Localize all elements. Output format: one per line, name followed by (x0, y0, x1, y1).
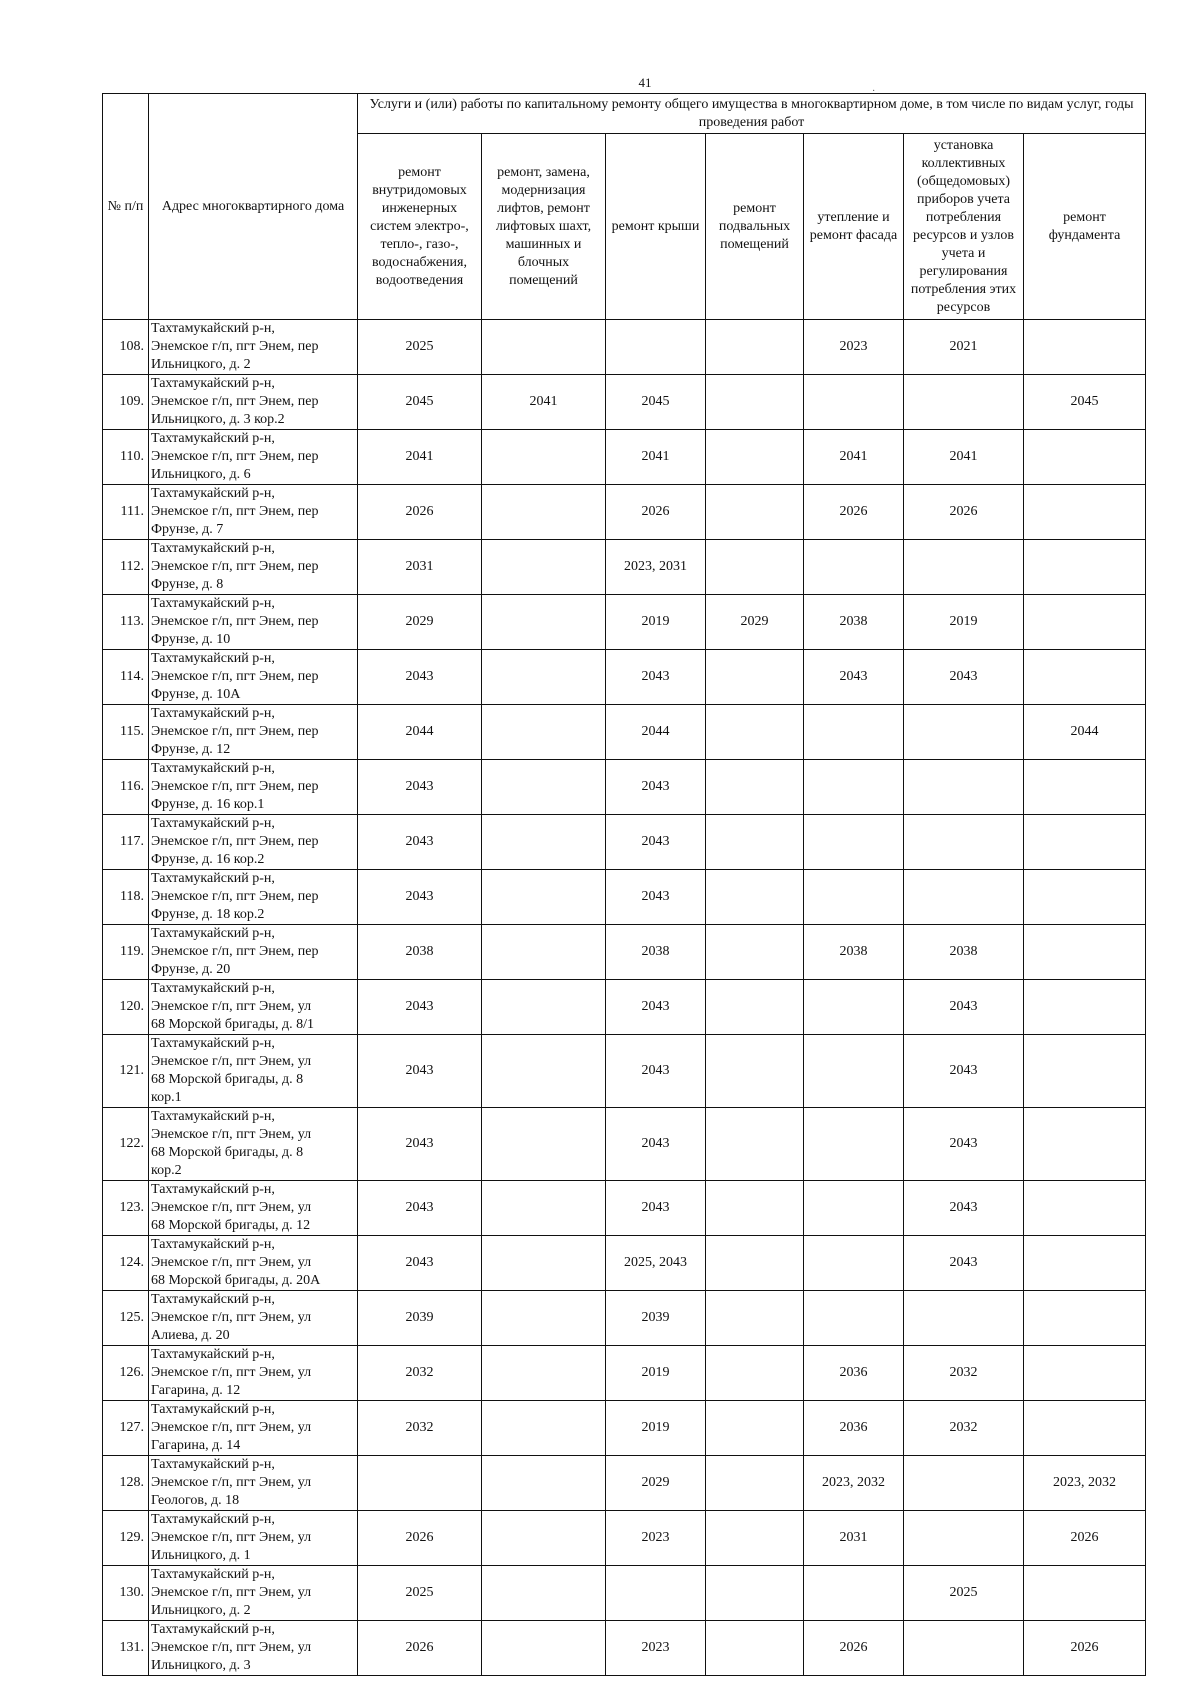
row-value (904, 870, 1024, 925)
row-value (706, 1236, 804, 1291)
row-address: Тахтамукайский р-н, Энемское г/п, пгт Энем, пер Фрунзе, д. 8 (149, 540, 358, 595)
row-value: 2043 (358, 815, 482, 870)
row-value: 2041 (904, 430, 1024, 485)
row-value (804, 815, 904, 870)
row-value: 2031 (804, 1511, 904, 1566)
row-value (482, 815, 606, 870)
row-value (482, 980, 606, 1035)
row-value: 2043 (358, 980, 482, 1035)
row-address: Тахтамукайский р-н, Энемское г/п, пгт Энем, пер Фрунзе, д. 10А (149, 650, 358, 705)
row-value (706, 1346, 804, 1401)
table-row (103, 650, 1146, 705)
row-value: 2043 (606, 1108, 706, 1181)
row-address: Тахтамукайский р-н, Энемское г/п, пгт Энем, пер Фрунзе, д. 16 кор.1 (149, 760, 358, 815)
row-value (482, 925, 606, 980)
row-value (904, 1291, 1024, 1346)
row-value (904, 1511, 1024, 1566)
row-value: 2019 (606, 1401, 706, 1456)
row-value: 2031 (358, 540, 482, 595)
row-value (1024, 1401, 1146, 1456)
row-number: 112. (103, 540, 149, 595)
row-value: 2041 (606, 430, 706, 485)
row-address: Тахтамукайский р-н, Энемское г/п, пгт Энем, пер Фрунзе, д. 12 (149, 705, 358, 760)
row-value: 2026 (1024, 1511, 1146, 1566)
row-number: 123. (103, 1181, 149, 1236)
table-row (103, 980, 1146, 1035)
row-value (706, 540, 804, 595)
row-value: 2043 (606, 980, 706, 1035)
row-value (804, 870, 904, 925)
header-col-basement: ремонт подвальных помещений (706, 134, 804, 320)
row-value: 2043 (904, 980, 1024, 1035)
row-value: 2026 (606, 485, 706, 540)
row-value: 2026 (358, 1621, 482, 1676)
row-value: 2043 (358, 760, 482, 815)
table-row (103, 430, 1146, 485)
row-value (482, 485, 606, 540)
row-number: 130. (103, 1566, 149, 1621)
row-value: 2043 (904, 1035, 1024, 1108)
row-value: 2025 (358, 1566, 482, 1621)
row-value (1024, 760, 1146, 815)
table-body (103, 320, 1146, 1676)
row-value: 2036 (804, 1346, 904, 1401)
row-value (706, 1181, 804, 1236)
row-value (706, 1291, 804, 1346)
header-col-foundation: ремонт фундамента (1024, 134, 1146, 320)
row-value: 2043 (606, 815, 706, 870)
row-value: 2043 (904, 650, 1024, 705)
row-number: 109. (103, 375, 149, 430)
row-value (1024, 650, 1146, 705)
table-row (103, 705, 1146, 760)
row-number: 116. (103, 760, 149, 815)
row-value: 2043 (606, 870, 706, 925)
row-value (804, 1566, 904, 1621)
row-value (482, 1181, 606, 1236)
row-value: 2041 (804, 430, 904, 485)
row-number: 117. (103, 815, 149, 870)
row-value (804, 760, 904, 815)
row-value (482, 1621, 606, 1676)
row-value (1024, 815, 1146, 870)
row-number: 118. (103, 870, 149, 925)
row-value (706, 870, 804, 925)
header-col-facade: утепление и ремонт фасада (804, 134, 904, 320)
table-row (103, 1511, 1146, 1566)
row-number: 124. (103, 1236, 149, 1291)
row-value (1024, 870, 1146, 925)
row-address: Тахтамукайский р-н, Энемское г/п, пгт Энем, ул 68 Морской бригады, д. 8/1 (149, 980, 358, 1035)
row-value: 2023 (804, 320, 904, 375)
table-row (103, 595, 1146, 650)
row-address: Тахтамукайский р-н, Энемское г/п, пгт Энем, ул 68 Морской бригады, д. 8 кор.2 (149, 1108, 358, 1181)
row-value (706, 375, 804, 430)
row-value: 2044 (1024, 705, 1146, 760)
row-address: Тахтамукайский р-н, Энемское г/п, пгт Энем, пер Ильницкого, д. 2 (149, 320, 358, 375)
row-number: 111. (103, 485, 149, 540)
row-value: 2026 (804, 1621, 904, 1676)
row-value: 2029 (606, 1456, 706, 1511)
row-value: 2041 (482, 375, 606, 430)
table-row (103, 925, 1146, 980)
row-value: 2038 (804, 925, 904, 980)
row-value (904, 1621, 1024, 1676)
row-value (706, 705, 804, 760)
row-number: 131. (103, 1621, 149, 1676)
header-col-engineering-systems: ремонт внутридомовых инженерных систем электро-, тепло-, газо-, водоснабжения, водоотведения (358, 134, 482, 320)
row-value (1024, 595, 1146, 650)
row-value (1024, 540, 1146, 595)
row-value (606, 1566, 706, 1621)
row-value: 2032 (904, 1346, 1024, 1401)
row-value: 2023 (606, 1511, 706, 1566)
row-value: 2045 (606, 375, 706, 430)
table-row (103, 1291, 1146, 1346)
row-value: 2038 (606, 925, 706, 980)
row-address: Тахтамукайский р-н, Энемское г/п, пгт Энем, пер Фрунзе, д. 7 (149, 485, 358, 540)
row-value: 2043 (606, 1181, 706, 1236)
row-number: 120. (103, 980, 149, 1035)
table-row (103, 870, 1146, 925)
row-address: Тахтамукайский р-н, Энемское г/п, пгт Энем, ул Алиева, д. 20 (149, 1291, 358, 1346)
row-value: 2023, 2031 (606, 540, 706, 595)
row-value (706, 320, 804, 375)
row-value (1024, 1181, 1146, 1236)
row-value (482, 595, 606, 650)
row-value: 2036 (804, 1401, 904, 1456)
row-value (1024, 1236, 1146, 1291)
row-address: Тахтамукайский р-н, Энемское г/п, пгт Энем, ул Ильницкого, д. 3 (149, 1621, 358, 1676)
row-value: 2043 (358, 1236, 482, 1291)
row-number: 108. (103, 320, 149, 375)
row-value (1024, 430, 1146, 485)
table-row (103, 1401, 1146, 1456)
row-value (706, 760, 804, 815)
row-value (804, 540, 904, 595)
row-value: 2029 (706, 595, 804, 650)
row-value: 2026 (804, 485, 904, 540)
row-value (804, 980, 904, 1035)
row-number: 122. (103, 1108, 149, 1181)
row-value (1024, 1035, 1146, 1108)
row-value (706, 1108, 804, 1181)
row-value: 2023, 2032 (1024, 1456, 1146, 1511)
row-value: 2043 (804, 650, 904, 705)
row-value (606, 320, 706, 375)
row-number: 119. (103, 925, 149, 980)
row-value (1024, 980, 1146, 1035)
row-value (706, 430, 804, 485)
table-row (103, 1566, 1146, 1621)
row-number: 115. (103, 705, 149, 760)
row-value (706, 1621, 804, 1676)
row-value (804, 1035, 904, 1108)
row-address: Тахтамукайский р-н, Энемское г/п, пгт Энем, пер Фрунзе, д. 16 кор.2 (149, 815, 358, 870)
row-address: Тахтамукайский р-н, Энемское г/п, пгт Энем, пер Ильницкого, д. 3 кор.2 (149, 375, 358, 430)
row-value (904, 705, 1024, 760)
table-row (103, 540, 1146, 595)
row-value: 2029 (358, 595, 482, 650)
table-row (103, 815, 1146, 870)
header-num: № п/п (103, 94, 149, 320)
header-col-roof: ремонт крыши (606, 134, 706, 320)
row-value: 2044 (606, 705, 706, 760)
row-value (482, 1346, 606, 1401)
row-value (1024, 1346, 1146, 1401)
row-value (706, 925, 804, 980)
row-value: 2041 (358, 430, 482, 485)
row-address: Тахтамукайский р-н, Энемское г/п, пгт Энем, ул 68 Морской бригады, д. 12 (149, 1181, 358, 1236)
row-address: Тахтамукайский р-н, Энемское г/п, пгт Энем, ул Геологов, д. 18 (149, 1456, 358, 1511)
row-number: 129. (103, 1511, 149, 1566)
row-value (482, 430, 606, 485)
table-row (103, 485, 1146, 540)
row-value (482, 1035, 606, 1108)
table-row (103, 1456, 1146, 1511)
row-value: 2021 (904, 320, 1024, 375)
header-col-elevators: ремонт, замена, модернизация лифтов, ремонт лифтовых шахт, машинных и блочных помещений (482, 134, 606, 320)
row-number: 113. (103, 595, 149, 650)
row-value (904, 760, 1024, 815)
row-value (904, 815, 1024, 870)
row-value (482, 1108, 606, 1181)
row-value (482, 650, 606, 705)
row-value: 2043 (358, 650, 482, 705)
row-value (706, 1035, 804, 1108)
row-value (482, 320, 606, 375)
row-value (706, 650, 804, 705)
row-value (706, 1401, 804, 1456)
row-value: 2019 (606, 595, 706, 650)
row-value (482, 1511, 606, 1566)
row-value (706, 485, 804, 540)
row-number: 128. (103, 1456, 149, 1511)
row-value: 2019 (904, 595, 1024, 650)
row-value: 2043 (606, 1035, 706, 1108)
row-value (804, 705, 904, 760)
table-row (103, 1236, 1146, 1291)
row-address: Тахтамукайский р-н, Энемское г/п, пгт Энем, ул Ильницкого, д. 1 (149, 1511, 358, 1566)
table-row (103, 760, 1146, 815)
row-number: 114. (103, 650, 149, 705)
row-value: 2045 (1024, 375, 1146, 430)
row-value: 2043 (358, 1035, 482, 1108)
row-value: 2032 (904, 1401, 1024, 1456)
row-value: 2043 (606, 760, 706, 815)
row-value: 2039 (606, 1291, 706, 1346)
table-row (103, 1621, 1146, 1676)
row-value: 2038 (804, 595, 904, 650)
row-value: 2038 (904, 925, 1024, 980)
capital-repair-table (102, 93, 1146, 1676)
header-address: Адрес многоквартирного дома (149, 94, 358, 320)
row-value: 2025 (358, 320, 482, 375)
row-value: 2026 (358, 1511, 482, 1566)
row-value (482, 1456, 606, 1511)
row-value (706, 980, 804, 1035)
row-value: 2039 (358, 1291, 482, 1346)
row-value (904, 1456, 1024, 1511)
scan-mark: · (872, 86, 876, 97)
row-value: 2043 (358, 1108, 482, 1181)
row-address: Тахтамукайский р-н, Энемское г/п, пгт Энем, ул Гагарина, д. 12 (149, 1346, 358, 1401)
row-value (482, 1291, 606, 1346)
header-col-meters: установка коллективных (общедомовых) приборов учета потребления ресурсов и узлов учета и регулирования потребления этих ресурсов (904, 134, 1024, 320)
row-address: Тахтамукайский р-н, Энемское г/п, пгт Энем, ул Ильницкого, д. 2 (149, 1566, 358, 1621)
table-row (103, 1108, 1146, 1181)
row-value: 2038 (358, 925, 482, 980)
row-value (482, 1401, 606, 1456)
table-row (103, 1035, 1146, 1108)
row-address: Тахтамукайский р-н, Энемское г/п, пгт Энем, пер Ильницкого, д. 6 (149, 430, 358, 485)
row-number: 125. (103, 1291, 149, 1346)
row-value: 2043 (904, 1181, 1024, 1236)
row-value: 2043 (606, 650, 706, 705)
row-address: Тахтамукайский р-н, Энемское г/п, пгт Энем, ул 68 Морской бригады, д. 8 кор.1 (149, 1035, 358, 1108)
row-value (1024, 1566, 1146, 1621)
table-row (103, 320, 1146, 375)
row-value: 2025 (904, 1566, 1024, 1621)
row-value (804, 1291, 904, 1346)
row-value: 2026 (1024, 1621, 1146, 1676)
row-value: 2043 (358, 1181, 482, 1236)
row-value (482, 1566, 606, 1621)
row-value (482, 705, 606, 760)
row-value (904, 375, 1024, 430)
row-value (706, 1566, 804, 1621)
row-value: 2026 (904, 485, 1024, 540)
row-value (706, 1511, 804, 1566)
table-row (103, 1346, 1146, 1401)
row-address: Тахтамукайский р-н, Энемское г/п, пгт Энем, ул Гагарина, д. 14 (149, 1401, 358, 1456)
row-value (1024, 485, 1146, 540)
row-value (482, 760, 606, 815)
row-value: 2019 (606, 1346, 706, 1401)
row-number: 121. (103, 1035, 149, 1108)
row-value (358, 1456, 482, 1511)
row-value (706, 815, 804, 870)
row-value (706, 1456, 804, 1511)
row-value: 2045 (358, 375, 482, 430)
row-value: 2043 (904, 1108, 1024, 1181)
row-address: Тахтамукайский р-н, Энемское г/п, пгт Энем, пер Фрунзе, д. 10 (149, 595, 358, 650)
row-value (804, 1108, 904, 1181)
row-value (804, 1236, 904, 1291)
row-value (804, 375, 904, 430)
row-value (482, 1236, 606, 1291)
row-value: 2043 (904, 1236, 1024, 1291)
row-value (1024, 925, 1146, 980)
row-value: 2044 (358, 705, 482, 760)
row-value: 2023 (606, 1621, 706, 1676)
row-value: 2043 (358, 870, 482, 925)
row-value: 2032 (358, 1401, 482, 1456)
row-value (482, 540, 606, 595)
row-number: 110. (103, 430, 149, 485)
row-value (1024, 1291, 1146, 1346)
row-value (1024, 320, 1146, 375)
row-value (1024, 1108, 1146, 1181)
row-address: Тахтамукайский р-н, Энемское г/п, пгт Энем, пер Фрунзе, д. 20 (149, 925, 358, 980)
row-value (482, 870, 606, 925)
row-address: Тахтамукайский р-н, Энемское г/п, пгт Энем, ул 68 Морской бригады, д. 20А (149, 1236, 358, 1291)
row-number: 126. (103, 1346, 149, 1401)
row-number: 127. (103, 1401, 149, 1456)
row-value (804, 1181, 904, 1236)
row-value: 2025, 2043 (606, 1236, 706, 1291)
row-value: 2032 (358, 1346, 482, 1401)
page-number: 41 (638, 75, 652, 90)
table-row (103, 1181, 1146, 1236)
row-value (904, 540, 1024, 595)
row-address: Тахтамукайский р-н, Энемское г/п, пгт Энем, пер Фрунзе, д. 18 кор.2 (149, 870, 358, 925)
row-value: 2026 (358, 485, 482, 540)
table-row (103, 375, 1146, 430)
row-value: 2023, 2032 (804, 1456, 904, 1511)
header-group: Услуги и (или) работы по капитальному ремонту общего имущества в многоквартирном доме, в том числе по видам услуг, годы проведения работ (358, 94, 1146, 134)
